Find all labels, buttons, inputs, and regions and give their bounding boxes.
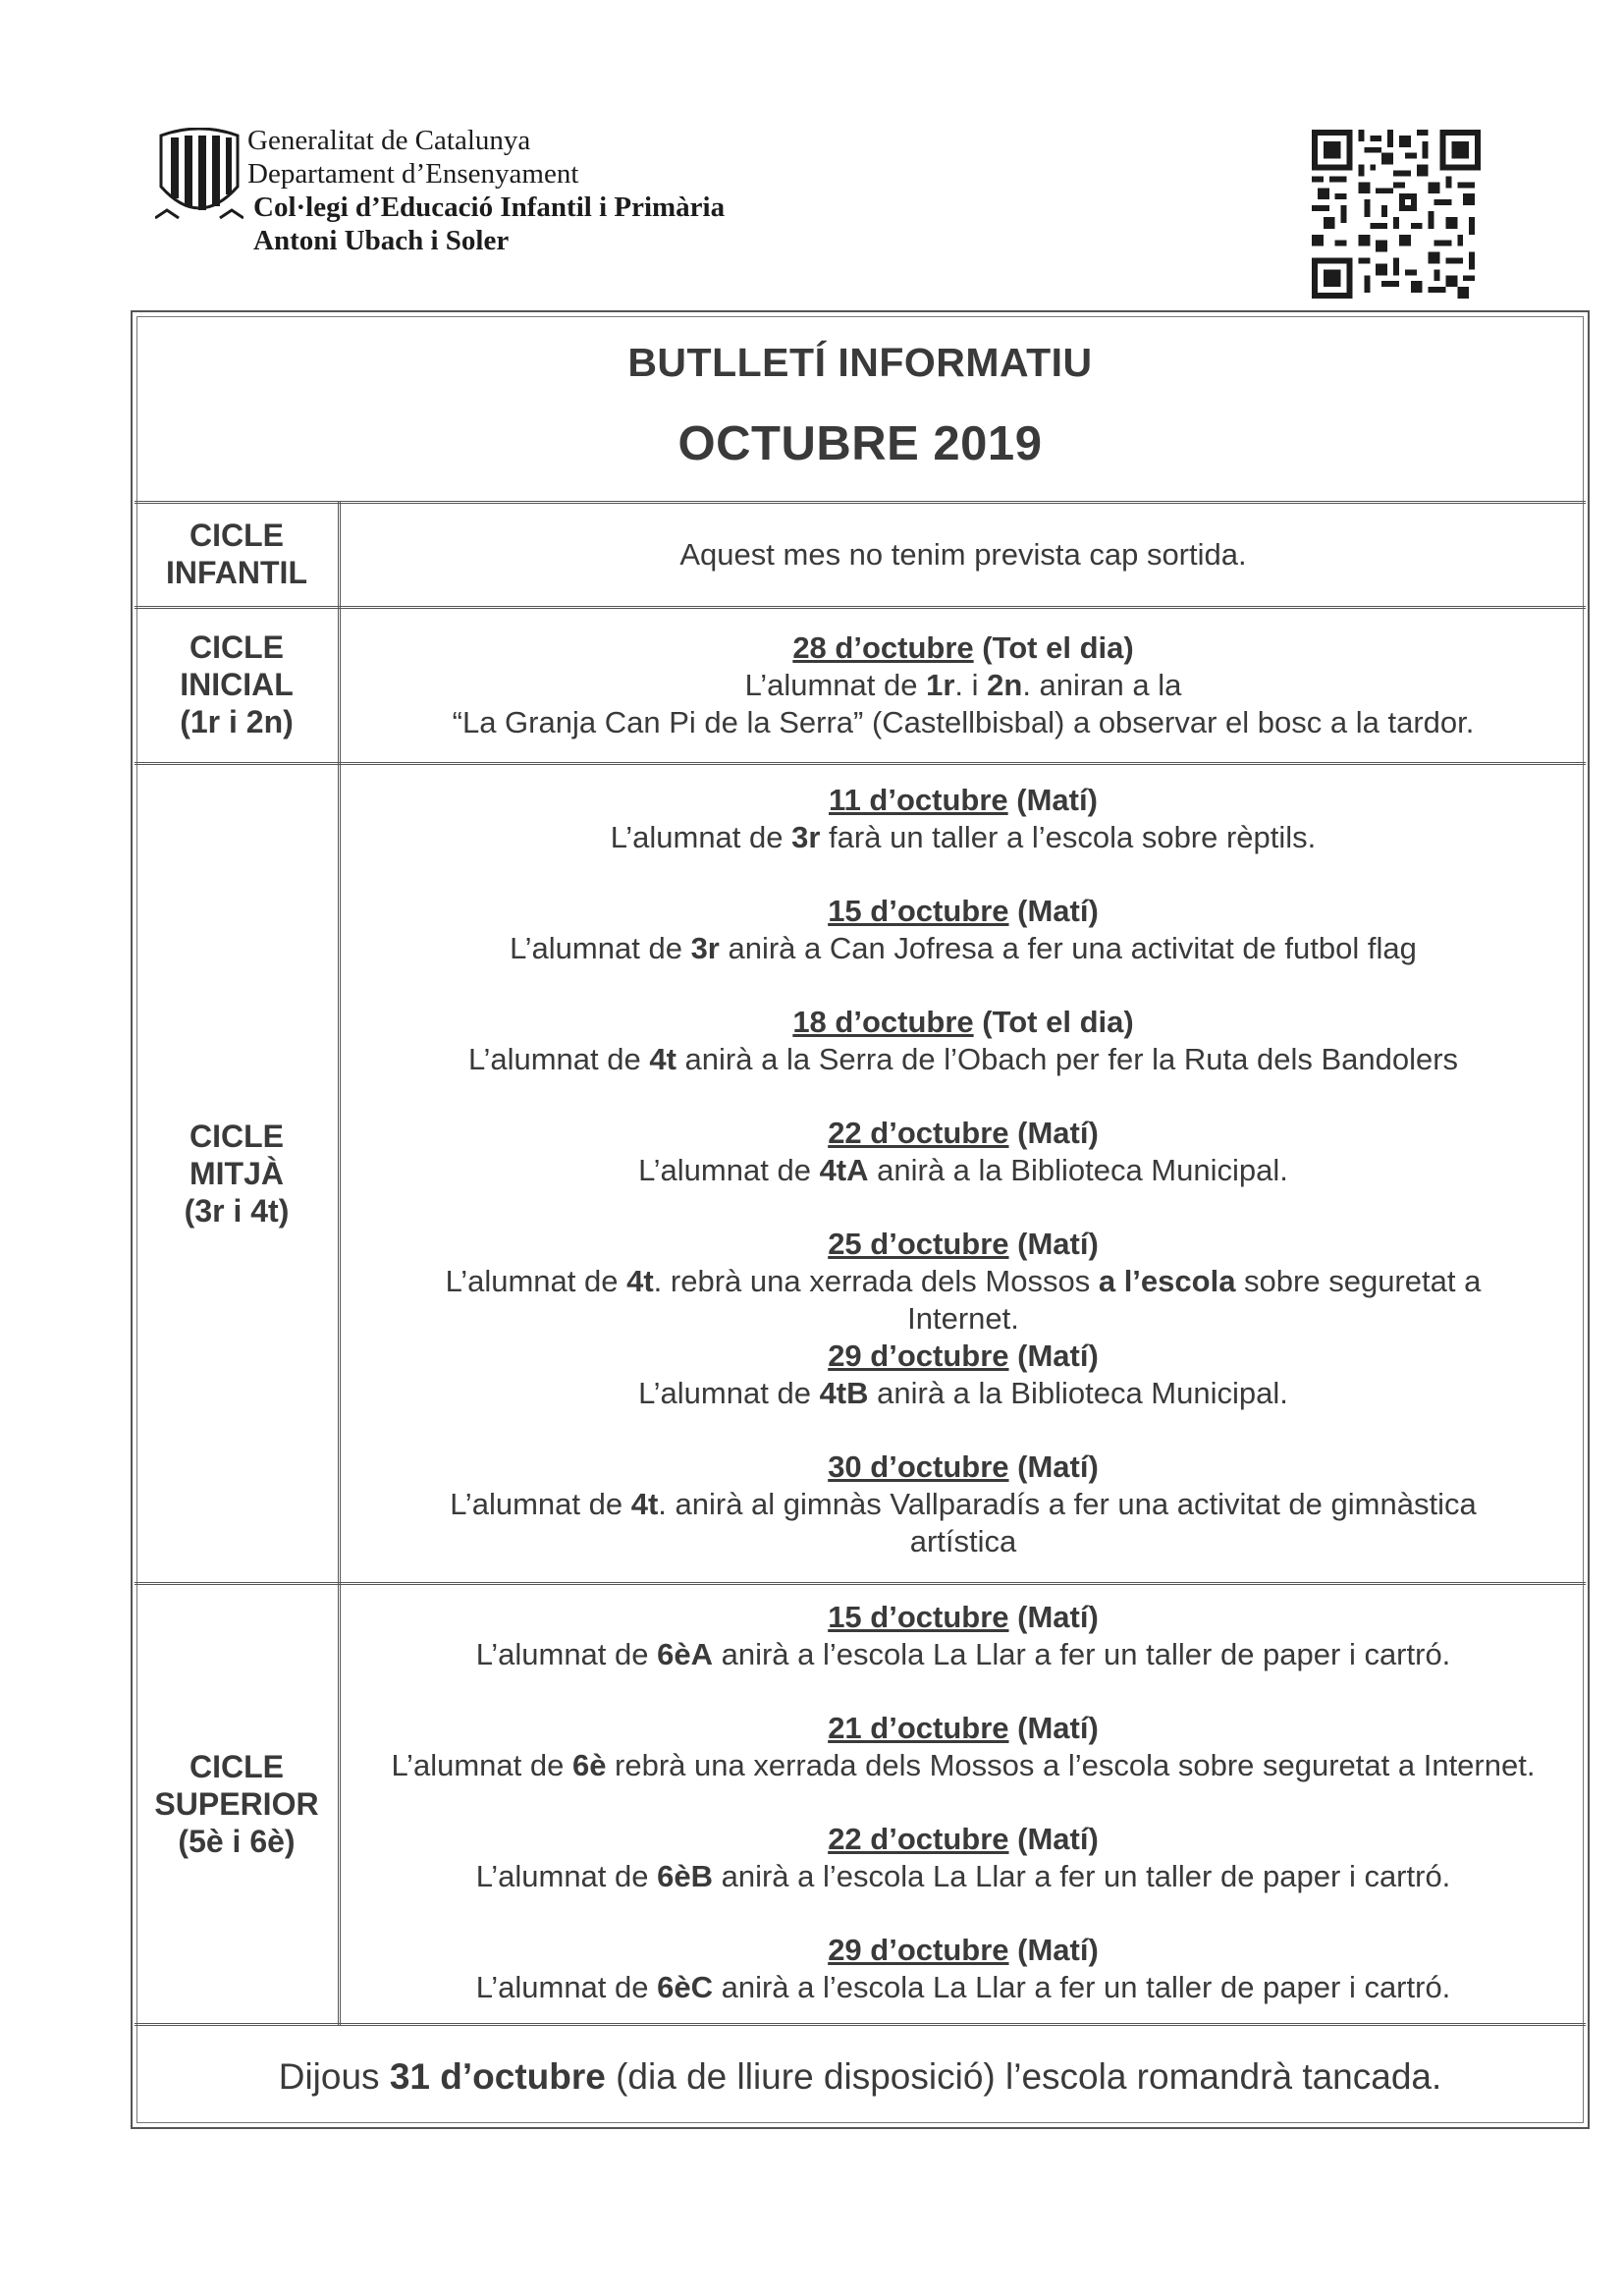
event-date: 30 d’octubre xyxy=(828,1449,1009,1484)
desc-text: anirà a la Biblioteca Municipal. xyxy=(868,1153,1288,1187)
desc-group: 6èB xyxy=(657,1859,713,1893)
event-time: (Matí) xyxy=(1017,894,1099,928)
event-entry xyxy=(343,1449,1584,1560)
event-description xyxy=(343,1263,1584,1300)
cycle-inicial-name2: INICIAL xyxy=(180,667,294,702)
desc-group: 6èA xyxy=(657,1637,713,1671)
event-time: (Matí) xyxy=(1017,1449,1099,1484)
desc-text: L’alumnat de xyxy=(744,668,927,702)
event-date: 29 d’octubre xyxy=(828,1933,1009,1967)
desc-group: 4t xyxy=(630,1487,659,1521)
desc-text: L’alumnat de xyxy=(450,1487,631,1521)
cycle-superior-content xyxy=(343,1599,1584,2006)
cycle-superior-label xyxy=(135,1748,339,1860)
row-divider xyxy=(135,762,1586,765)
desc-text: L’alumnat de xyxy=(467,1042,650,1076)
event-date-line xyxy=(343,1226,1584,1263)
event-date-line xyxy=(343,629,1584,667)
desc-text: L’alumnat de xyxy=(475,1637,658,1671)
letterhead-line2: Departament d’Ensenyament xyxy=(247,158,579,190)
desc-text: . anirà al gimnàs Vallparadís a fer una activitat de gimnàstica xyxy=(658,1487,1477,1521)
event-date: 21 d’octubre xyxy=(828,1711,1009,1745)
event-date: 29 d’octubre xyxy=(828,1339,1009,1373)
bulletin-header xyxy=(135,314,1586,501)
event-entry xyxy=(343,1004,1584,1078)
cycle-superior-name2: SUPERIOR xyxy=(154,1786,319,1822)
desc-text: anirà a l’escola La Llar a fer un taller de paper i cartró. xyxy=(713,1970,1451,2004)
event-description xyxy=(343,1858,1584,1895)
event-time: (Matí) xyxy=(1017,1600,1099,1634)
event-description xyxy=(343,930,1584,967)
desc-text: rebrà una xerrada dels Mossos a l’escola sobre seguretat a Internet. xyxy=(606,1748,1536,1782)
cycle-inicial-content xyxy=(343,629,1584,741)
event-entry xyxy=(343,629,1584,741)
event-date: 22 d’octubre xyxy=(828,1116,1009,1150)
event-entry xyxy=(343,1115,1584,1189)
cycle-mitja-label xyxy=(135,1118,339,1230)
letterhead-line1: Generalitat de Catalunya xyxy=(247,125,531,156)
desc-text: anirà a l’escola La Llar a fer un taller de paper i cartró. xyxy=(713,1637,1451,1671)
event-description-line2: “La Granja Can Pi de la Serra” (Castellbisbal) a observar el bosc a la tardor. xyxy=(452,705,1475,739)
cycle-superior-name3: (5è i 6è) xyxy=(178,1824,296,1859)
cycle-infantil-name2: INFANTIL xyxy=(166,555,307,590)
event-entry xyxy=(343,1599,1584,1673)
desc-text: anirà a la Biblioteca Municipal. xyxy=(868,1376,1288,1410)
desc-group: 3r xyxy=(791,820,821,854)
event-date: 25 d’octubre xyxy=(828,1227,1009,1261)
event-entry xyxy=(343,782,1584,856)
desc-emphasis: a l’escola xyxy=(1098,1264,1236,1298)
event-description-line2: artística xyxy=(909,1524,1017,1558)
event-time: (Matí) xyxy=(1017,1822,1099,1856)
event-description xyxy=(343,1486,1584,1523)
event-description xyxy=(343,1152,1584,1189)
event-date-line xyxy=(343,1449,1584,1486)
event-entry xyxy=(343,1338,1584,1412)
desc-group: 4t xyxy=(649,1042,676,1076)
closure-notice xyxy=(135,2031,1586,2123)
event-entry xyxy=(343,1710,1584,1784)
event-time: (Tot el dia) xyxy=(982,1005,1134,1039)
event-date-line xyxy=(343,1338,1584,1375)
event-time: (Matí) xyxy=(1017,1339,1099,1373)
bulletin-title: BUTLLETÍ INFORMATIU xyxy=(627,340,1093,385)
event-date-line xyxy=(343,1115,1584,1152)
desc-text: L’alumnat de xyxy=(610,820,792,854)
row-divider xyxy=(135,2023,1586,2026)
desc-group: 1r xyxy=(926,668,955,702)
desc-group: 4tB xyxy=(819,1376,869,1410)
letterhead xyxy=(155,124,1039,281)
notice-text: (dia de lliure disposició) l’escola romandrà tancada. xyxy=(605,2056,1442,2097)
desc-text: . rebrà una xerrada dels Mossos xyxy=(653,1264,1099,1298)
cycle-infantil-content xyxy=(343,536,1584,574)
desc-group: 4tA xyxy=(819,1153,869,1187)
event-description xyxy=(343,1747,1584,1784)
event-description xyxy=(343,1375,1584,1412)
desc-text: anirà a l’escola La Llar a fer un taller de paper i cartró. xyxy=(713,1859,1451,1893)
desc-text: L’alumnat de xyxy=(638,1153,820,1187)
desc-text: L’alumnat de xyxy=(638,1376,820,1410)
event-date-line xyxy=(343,782,1584,819)
cycle-mitja-name3: (3r i 4t) xyxy=(184,1193,290,1229)
event-entry xyxy=(343,1226,1584,1338)
event-date: 15 d’octubre xyxy=(828,1600,1009,1634)
event-date: 18 d’octubre xyxy=(792,1005,974,1039)
event-time: (Matí) xyxy=(1017,1227,1099,1261)
row-divider xyxy=(135,501,1586,504)
cycle-inicial-name1: CICLE xyxy=(189,629,284,665)
cycle-inicial-label xyxy=(135,629,339,740)
event-date-line xyxy=(343,1710,1584,1747)
bulletin-month: OCTUBRE 2019 xyxy=(677,417,1043,470)
event-date: 28 d’octubre xyxy=(792,630,974,665)
notice-text: Dijous xyxy=(278,2056,390,2097)
cycle-infantil-label xyxy=(135,517,339,591)
cycle-mitja-name2: MITJÀ xyxy=(189,1156,284,1191)
event-date-line xyxy=(343,1004,1584,1041)
qr-code-icon xyxy=(1312,128,1481,301)
event-date: 11 d’octubre xyxy=(829,783,1008,817)
event-date-line xyxy=(343,1821,1584,1858)
notice-date: 31 d’octubre xyxy=(389,2056,606,2097)
cycle-superior-name1: CICLE xyxy=(189,1749,284,1784)
event-entry xyxy=(343,1932,1584,2006)
cycle-inicial-name3: (1r i 2n) xyxy=(180,704,294,739)
desc-group: 4t xyxy=(626,1264,654,1298)
desc-text: . aniran a la xyxy=(1022,668,1182,702)
desc-text: L’alumnat de xyxy=(510,931,691,965)
event-date: 22 d’octubre xyxy=(828,1822,1009,1856)
desc-group: 6èC xyxy=(657,1970,713,2004)
generalitat-emblem-icon xyxy=(155,128,243,226)
event-time: (Matí) xyxy=(1017,1711,1099,1745)
event-time: (Matí) xyxy=(1016,783,1098,817)
desc-text: anirà a Can Jofresa a fer una activitat de futbol flag xyxy=(719,931,1417,965)
desc-text: . i xyxy=(954,668,988,702)
letterhead-line4: Antoni Ubach i Soler xyxy=(253,225,510,256)
desc-group: 2n xyxy=(987,668,1023,702)
letterhead-line3: Col·legi d’Educació Infantil i Primària xyxy=(253,191,726,223)
row-divider xyxy=(135,1582,1586,1585)
event-description xyxy=(343,1969,1584,2006)
desc-group: 6è xyxy=(571,1748,607,1782)
event-date-line xyxy=(343,893,1584,930)
desc-text: anirà a la Serra de l’Obach per fer la Ruta dels Bandolers xyxy=(676,1042,1459,1076)
desc-text: L’alumnat de xyxy=(445,1264,627,1298)
cycle-infantil-note: Aquest mes no tenim prevista cap sortida. xyxy=(679,537,1247,572)
event-date-line xyxy=(343,1932,1584,1969)
desc-group: 3r xyxy=(690,931,720,965)
desc-text: L’alumnat de xyxy=(475,1859,658,1893)
event-time: (Matí) xyxy=(1017,1116,1099,1150)
cycle-mitja-name1: CICLE xyxy=(189,1119,284,1154)
event-entry xyxy=(343,893,1584,967)
event-description xyxy=(343,1636,1584,1673)
event-time: (Matí) xyxy=(1017,1933,1099,1967)
desc-text: L’alumnat de xyxy=(475,1970,658,2004)
desc-text: farà un taller a l’escola sobre rèptils. xyxy=(820,820,1317,854)
letterhead-text xyxy=(247,124,725,257)
event-time: (Tot el dia) xyxy=(982,630,1134,665)
event-description-line2: Internet. xyxy=(907,1301,1019,1336)
cycle-mitja-content xyxy=(343,782,1584,1560)
row-divider xyxy=(135,606,1586,609)
desc-text: sobre seguretat a xyxy=(1235,1264,1482,1298)
event-description xyxy=(343,667,1584,704)
event-entry xyxy=(343,1821,1584,1895)
desc-text: L’alumnat de xyxy=(391,1748,572,1782)
cycle-infantil-name1: CICLE xyxy=(189,518,284,553)
event-date-line xyxy=(343,1599,1584,1636)
event-date: 15 d’octubre xyxy=(828,894,1009,928)
event-description xyxy=(343,1041,1584,1078)
event-description xyxy=(343,819,1584,856)
